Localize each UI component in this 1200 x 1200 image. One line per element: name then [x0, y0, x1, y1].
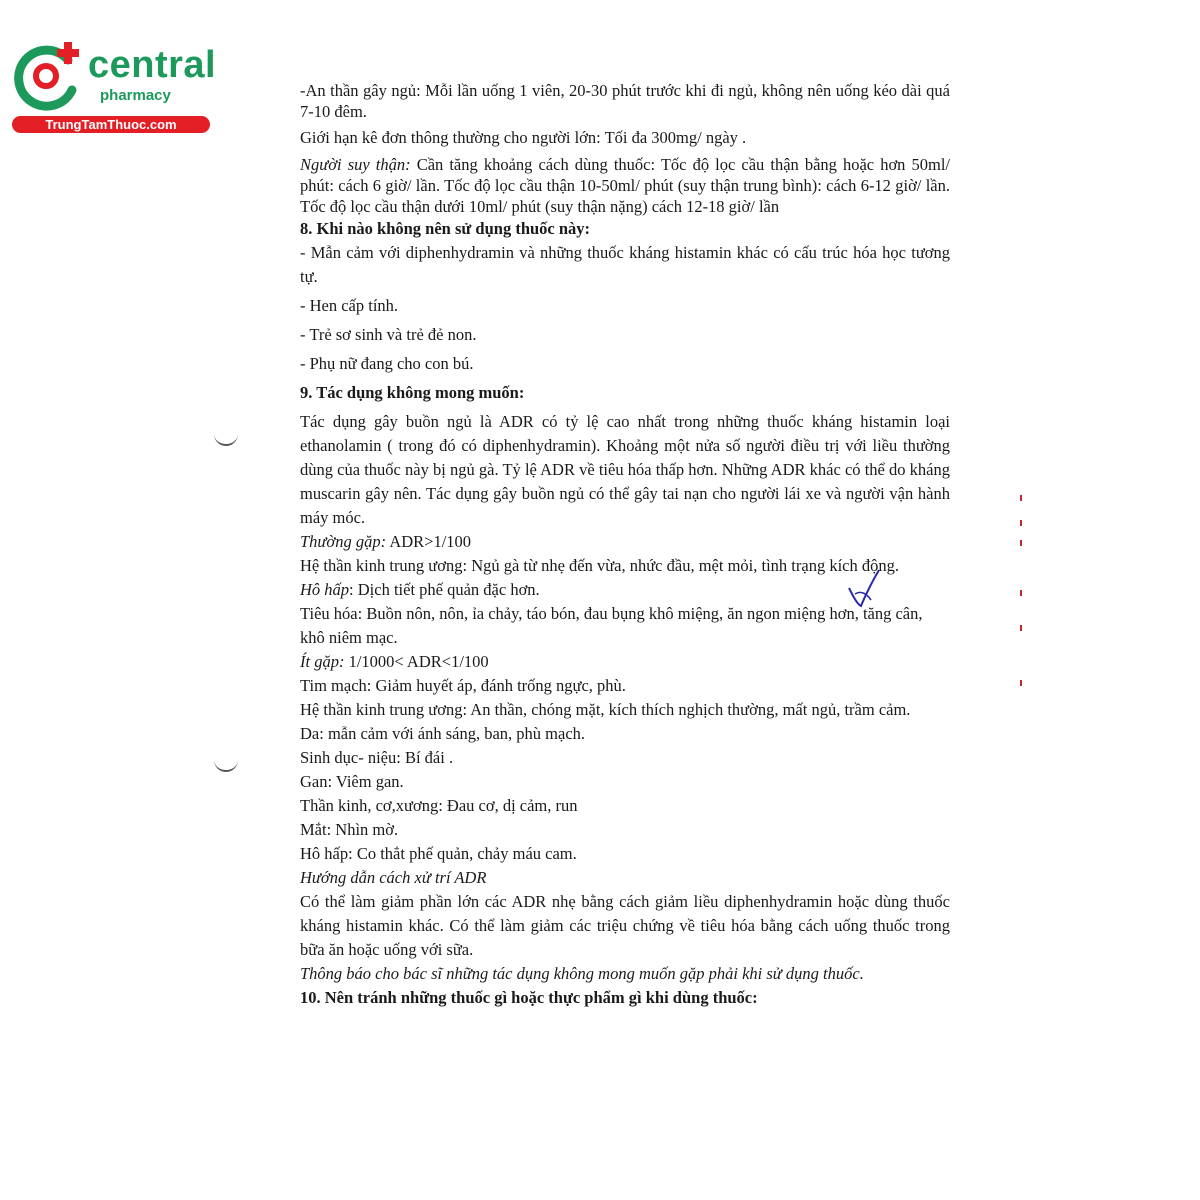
brand-name: central	[88, 44, 217, 86]
adr-guide-text: Có thể làm giảm phần lớn các ADR nhẹ bằng cách giảm liều diphenhydramin hoặc dùng thuốc kháng histamin khác. Có thể làm giảm các triệu chứng về tiêu hóa bằng cách uống thuốc trong bữa ăn hoặc uống với sữa.	[300, 892, 950, 959]
stamp-edge-mark	[1020, 495, 1022, 501]
renal-dosage	[300, 154, 950, 217]
stamp-edge-mark	[1020, 520, 1022, 526]
stamp-edge-mark	[1020, 625, 1022, 631]
pharmacy-cross-icon	[10, 38, 90, 116]
dosage-sedative: -An thần gây ngủ: Mỗi lần uống 1 viên, 20-30 phút trước khi đi ngủ, không nên uống kéo dài quá 7-10 đêm.	[300, 81, 950, 121]
stamp-edge-mark	[1020, 680, 1022, 686]
contraindication-item: - Trẻ sơ sinh và trẻ đẻ non.	[300, 325, 477, 344]
punch-hole-mark	[214, 434, 238, 446]
renal-label: Người suy thận:	[300, 155, 411, 174]
side-effect-item: Sinh dục- niệu: Bí đái .	[300, 748, 454, 767]
uncommon-label: Ít gặp:	[300, 652, 345, 671]
punch-hole-mark	[214, 760, 238, 772]
section-9-heading: 9. Tác dụng không mong muốn:	[300, 383, 525, 402]
uncommon-frequency	[300, 650, 950, 674]
side-effect-item: Tim mạch: Giảm huyết áp, đánh trống ngực, phù.	[300, 676, 626, 695]
respiratory-label: Hô hấp	[300, 580, 350, 599]
renal-text: Cần tăng khoảng cách dùng thuốc: Tốc độ lọc cầu thận bằng hoặc hơn 50ml/ phút: cách 6 giờ/ lần. Tốc độ lọc cầu thận 10-50ml/ phút (suy thận trung bình): cách 6-12 giờ/ lần. Tốc độ lọc cầu thận dưới 10ml/ phút (suy thận nặng) cách 12-18 giờ/ lần	[300, 155, 951, 216]
brand-logo[interactable]	[10, 38, 215, 138]
side-effect-item: Hệ thần kinh trung ương: Ngủ gà từ nhẹ đến vừa, nhức đầu, mệt mỏi, tình trạng kích động.	[300, 556, 899, 575]
contraindication-item: - Hen cấp tính.	[300, 296, 399, 315]
side-effect-item: Da: mẫn cảm với ánh sáng, ban, phù mạch.	[300, 724, 586, 743]
doctor-notice	[300, 962, 950, 986]
side-effect-item: Thần kinh, cơ,xương: Đau cơ, dị cảm, run	[300, 796, 578, 815]
common-label: Thường gặp:	[300, 532, 387, 551]
side-effects-intro: Tác dụng gây buồn ngủ là ADR có tỷ lệ cao nhất trong những thuốc kháng histamin loại ethanolamin ( trong đó có diphenhydramin). Khoảng một nửa số người điều trị với liều thường dùng của thuốc này bị ngủ gà. Tỷ lệ ADR về tiêu hóa thấp hơn. Những ADR khác có thể do kháng muscarin gây nên. Tác dụng gây buồn ngủ có thể gây tai nạn cho người lái xe và người vận hành máy móc.	[300, 412, 950, 527]
side-effect-item	[300, 578, 950, 602]
section-8-heading: 8. Khi nào không nên sử dụng thuốc này:	[300, 219, 591, 238]
doctor-notice-text: Thông báo cho bác sĩ những tác dụng không mong muốn gặp phải khi sử dụng thuốc.	[300, 964, 864, 983]
common-frequency	[300, 530, 950, 554]
stamp-edge-mark	[1020, 590, 1022, 596]
common-value: ADR>1/100	[386, 532, 472, 551]
brand-url[interactable]: TrungTamThuoc.com	[12, 116, 210, 133]
contraindication-item: - Mẫn cảm với diphenhydramin và những thuốc kháng histamin khác có cấu trúc hóa học tương tự.	[300, 243, 950, 286]
side-effect-item: Hệ thần kinh trung ương: An thần, chóng mặt, kích thích nghịch thường, mất ngủ, trầm cảm.	[300, 700, 911, 719]
adr-guide-label: Hướng dẫn cách xử trí ADR	[300, 868, 487, 887]
uncommon-value: 1/1000< ADR<1/100	[344, 652, 489, 671]
document-body	[300, 80, 950, 1010]
respiratory-text: : Dịch tiết phế quản đặc hơn.	[349, 580, 540, 599]
side-effect-item: Gan: Viêm gan.	[300, 772, 404, 791]
contraindication-item: - Phụ nữ đang cho con bú.	[300, 354, 474, 373]
brand-subtitle: pharmacy	[100, 87, 171, 104]
side-effect-item: Tiêu hóa: Buồn nôn, nôn, ỉa chảy, táo bón, đau bụng khô miệng, ăn ngon miệng hơn, tăng cân, khô niêm mạc.	[300, 604, 923, 647]
side-effect-item: Mắt: Nhìn mờ.	[300, 820, 399, 839]
section-10-heading: 10. Nên tránh những thuốc gì hoặc thực phẩm gì khi dùng thuốc:	[300, 988, 758, 1007]
side-effect-item: Hô hấp: Co thắt phế quản, chảy máu cam.	[300, 844, 577, 863]
stamp-edge-mark	[1020, 540, 1022, 546]
dosage-limit: Giới hạn kê đơn thông thường cho người lớn: Tối đa 300mg/ ngày .	[300, 128, 747, 147]
adr-guide-heading	[300, 866, 950, 890]
